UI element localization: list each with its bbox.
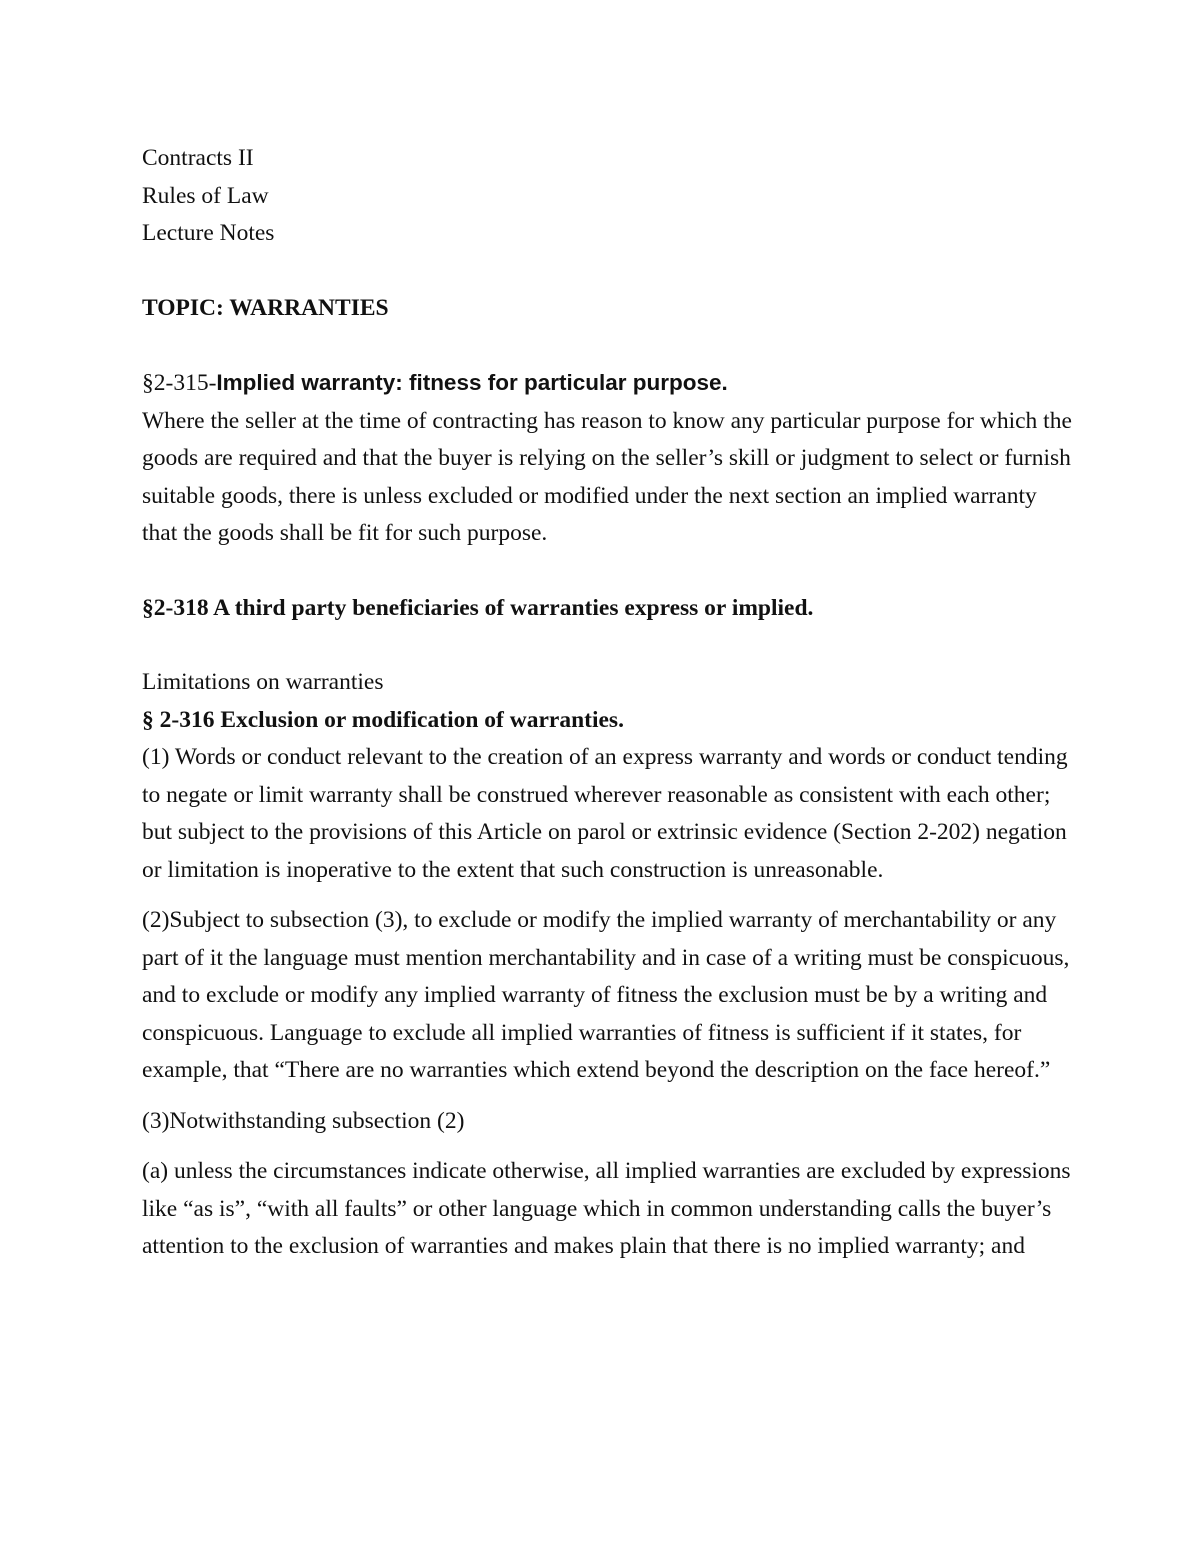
section-number: §2-315- (142, 370, 217, 396)
spacer (142, 1090, 1072, 1103)
limitations-label: Limitations on warranties (142, 669, 384, 695)
spacer (142, 327, 1072, 364)
course-title: Contracts II (142, 145, 254, 171)
spacer (142, 1140, 1072, 1153)
section-2-315-heading (142, 364, 1072, 403)
section-title: Implied warranty: fitness for particular purpose. (216, 370, 728, 395)
section-2-315-body: Where the seller at the time of contracting has reason to know any particular purpose for which the goods are required and that the buyer is relying on the seller’s skill or judgment to select or furnish suitable goods, there is unless excluded or modified under the next section an implied warranty that the goods shall be fit for such purpose. (142, 407, 1072, 546)
document-kind: Lecture Notes (142, 220, 275, 246)
section-2-316-heading: § 2-316 Exclusion or modification of warranties. (142, 706, 624, 733)
topic-heading: TOPIC: WARRANTIES (142, 294, 389, 321)
spacer (142, 553, 1072, 590)
subsection-3: (3)Notwithstanding subsection (2) (142, 1107, 465, 1134)
subsection-1: (1) Words or conduct relevant to the creation of an express warranty and words or conduct tending to negate or limit warranty shall be construed wherever reasonable as consistent with each other; but subject to the provisions of this Article on parol or extrinsic evidence (Section 2-202) negation or limitation is inoperative to the extent that such construction is unreasonable. (142, 744, 1068, 883)
spacer (142, 627, 1072, 664)
subsection-3a: (a) unless the circumstances indicate otherwise, all implied warranties are excluded by expressions like “as is”, “with all faults” or other language which in common understanding calls the buyer’s attention to the exclusion of warranties and makes plain that there is no implied warranty; and (142, 1158, 1071, 1259)
spacer (142, 253, 1072, 290)
document-subtitle: Rules of Law (142, 182, 269, 209)
spacer (142, 889, 1072, 902)
section-2-318-heading: §2-318 A third party beneficiaries of warranties express or implied. (142, 594, 814, 621)
document-page (142, 140, 1072, 1266)
subsection-2: (2)Subject to subsection (3), to exclude or modify the implied warranty of merchantability or any part of it the language must mention merchantability and in case of a writing must be conspicuous, and to exclude or modify any implied warranty of fitness the exclusion must be by a writing and conspicuous. Language to exclude all implied warranties of fitness is sufficient if it states, for example, that “There are no warranties which extend beyond the description on the face hereof.” (142, 907, 1070, 1083)
